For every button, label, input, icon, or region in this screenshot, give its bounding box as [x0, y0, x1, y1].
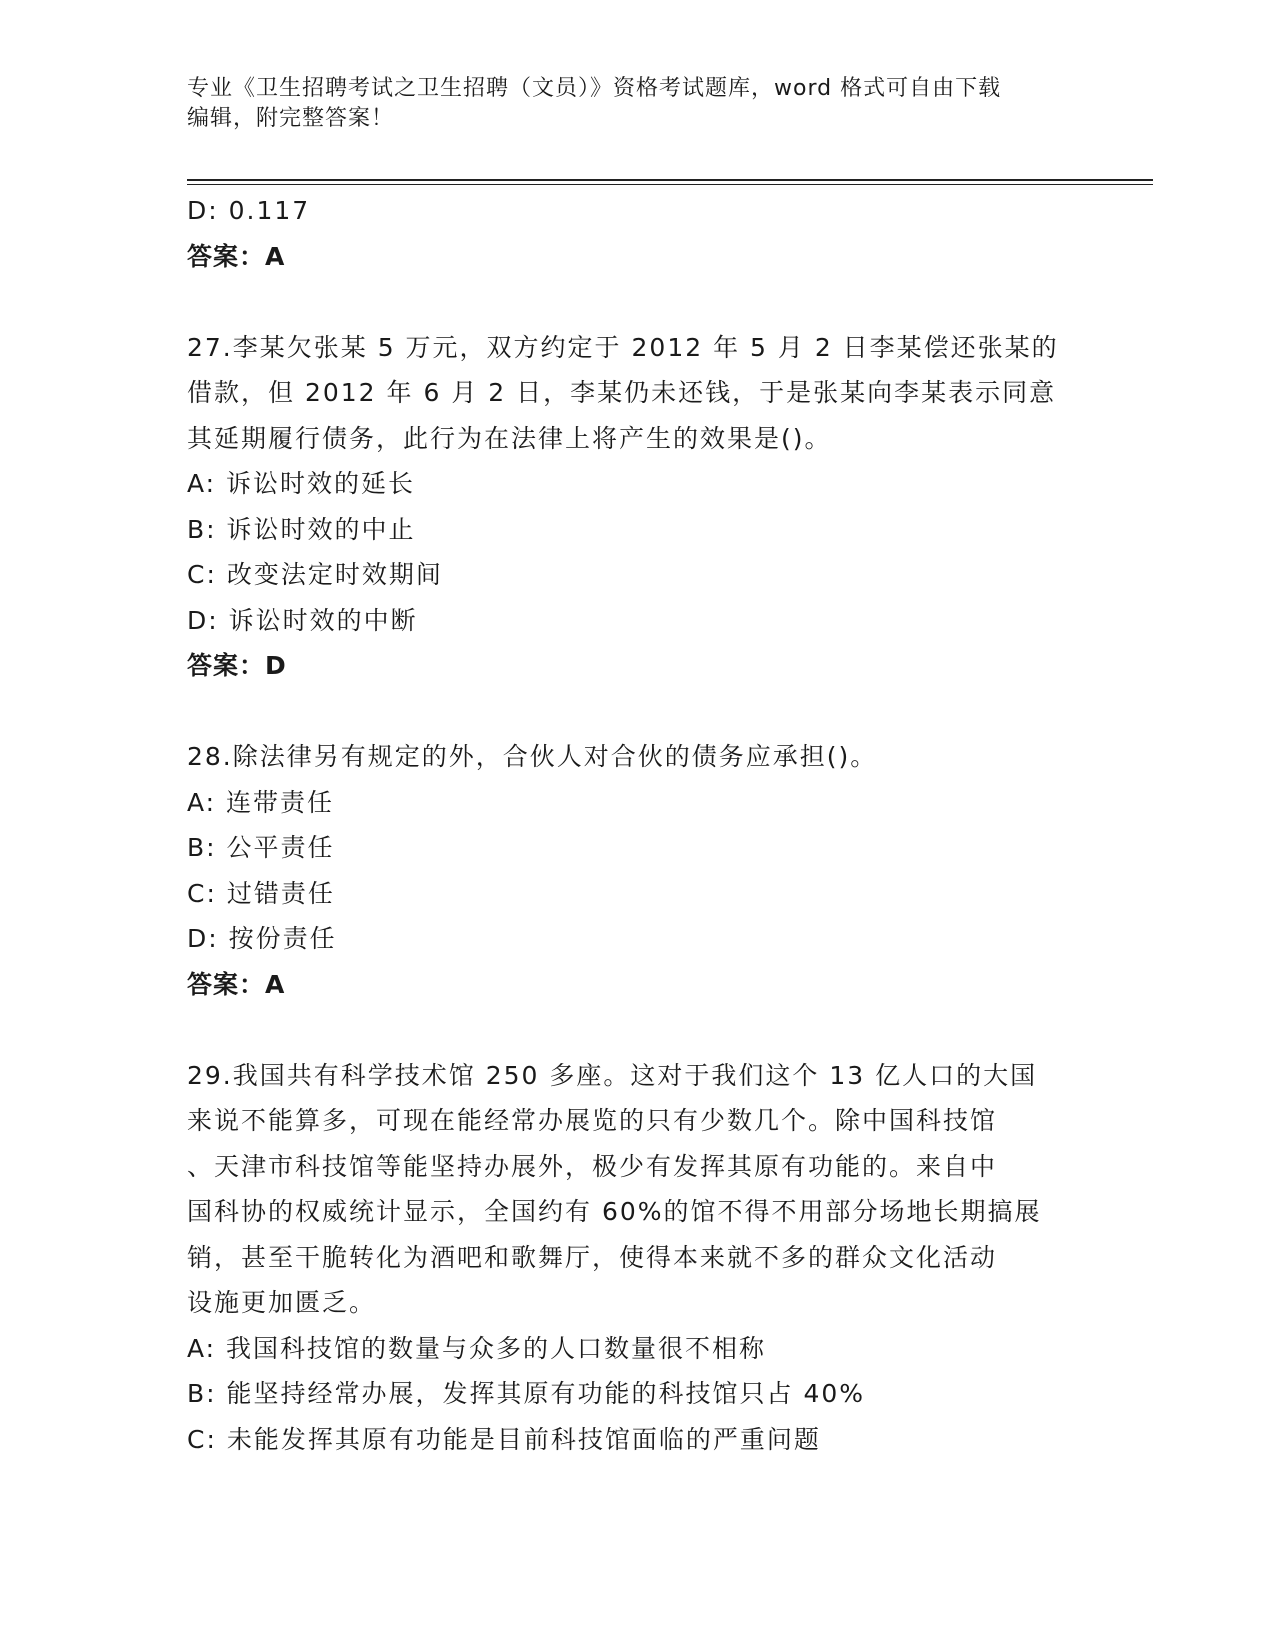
question-27	[187, 325, 1087, 689]
question-29	[187, 1053, 1087, 1463]
question-29-stem-line: 设施更加匮乏。	[187, 1288, 377, 1317]
prev-answer: 答案：A	[187, 241, 286, 271]
question-28-option-b: B: 公平责任	[187, 833, 335, 862]
question-28-option-d: D: 按份责任	[187, 924, 337, 953]
spacer	[187, 689, 1087, 735]
question-27-answer: 答案：D	[187, 651, 287, 680]
header-rule-thin	[187, 184, 1153, 185]
spacer	[187, 1007, 1087, 1053]
question-29-stem-line: 、天津市科技馆等能坚持办展外，极少有发挥其原有功能的。来自中	[187, 1151, 998, 1181]
question-27-option-c: C: 改变法定时效期间	[187, 560, 443, 589]
question-29-stem-line: 来说不能算多，可现在能经常办展览的只有少数几个。除中国科技馆	[187, 1106, 998, 1135]
page-header	[187, 74, 1067, 134]
question-29-stem-line: 29.我国共有科学技术馆 250 多座。这对于我们这个 13 亿人口的大国	[187, 1060, 1038, 1090]
question-27-option-a: A: 诉讼时效的延长	[187, 469, 416, 498]
question-27-stem-line: 27.李某欠张某 5 万元，双方约定于 2012 年 5 月 2 日李某偿还张某的	[187, 332, 1059, 362]
question-content	[187, 188, 1087, 1462]
question-29-option-c: C: 未能发挥其原有功能是目前科技馆面临的严重问题	[187, 1424, 821, 1454]
question-29-option-b: B: 能坚持经常办展，发挥其原有功能的科技馆只占 40%	[187, 1379, 866, 1408]
question-27-stem-line: 借款，但 2012 年 6 月 2 日，李某仍未还钱，于是张某向李某表示同意	[187, 378, 1057, 407]
header-line-2: 编辑，附完整答案！	[187, 106, 395, 131]
question-27-option-b: B: 诉讼时效的中止	[187, 514, 416, 544]
question-27-stem-line: 其延期履行债务，此行为在法律上将产生的效果是()。	[187, 423, 832, 453]
question-28-answer: 答案：A	[187, 969, 286, 999]
question-29-stem-line: 国科协的权威统计显示，全国约有 60%的馆不得不用部分场地长期搞展	[187, 1197, 1042, 1226]
question-28-option-c: C: 过错责任	[187, 878, 335, 908]
question-29-stem-line: 销，甚至干脆转化为酒吧和歌舞厅，使得本来就不多的群众文化活动	[187, 1242, 998, 1272]
question-28-option-a: A: 连带责任	[187, 787, 335, 817]
question-28-stem-line: 28.除法律另有规定的外，合伙人对合伙的债务应承担()。	[187, 742, 878, 771]
header-rule-thick	[187, 179, 1153, 181]
question-29-option-a: A: 我国科技馆的数量与众多的人口数量很不相称	[187, 1333, 767, 1363]
question-27-option-d: D: 诉讼时效的中断	[187, 605, 418, 635]
prev-option-d: D: 0.117	[187, 196, 311, 225]
header-line-1: 专业《卫生招聘考试之卫生招聘（文员）》资格考试题库，word 格式可自由下载	[187, 76, 1002, 101]
question-28	[187, 734, 1087, 1007]
spacer	[187, 279, 1087, 325]
